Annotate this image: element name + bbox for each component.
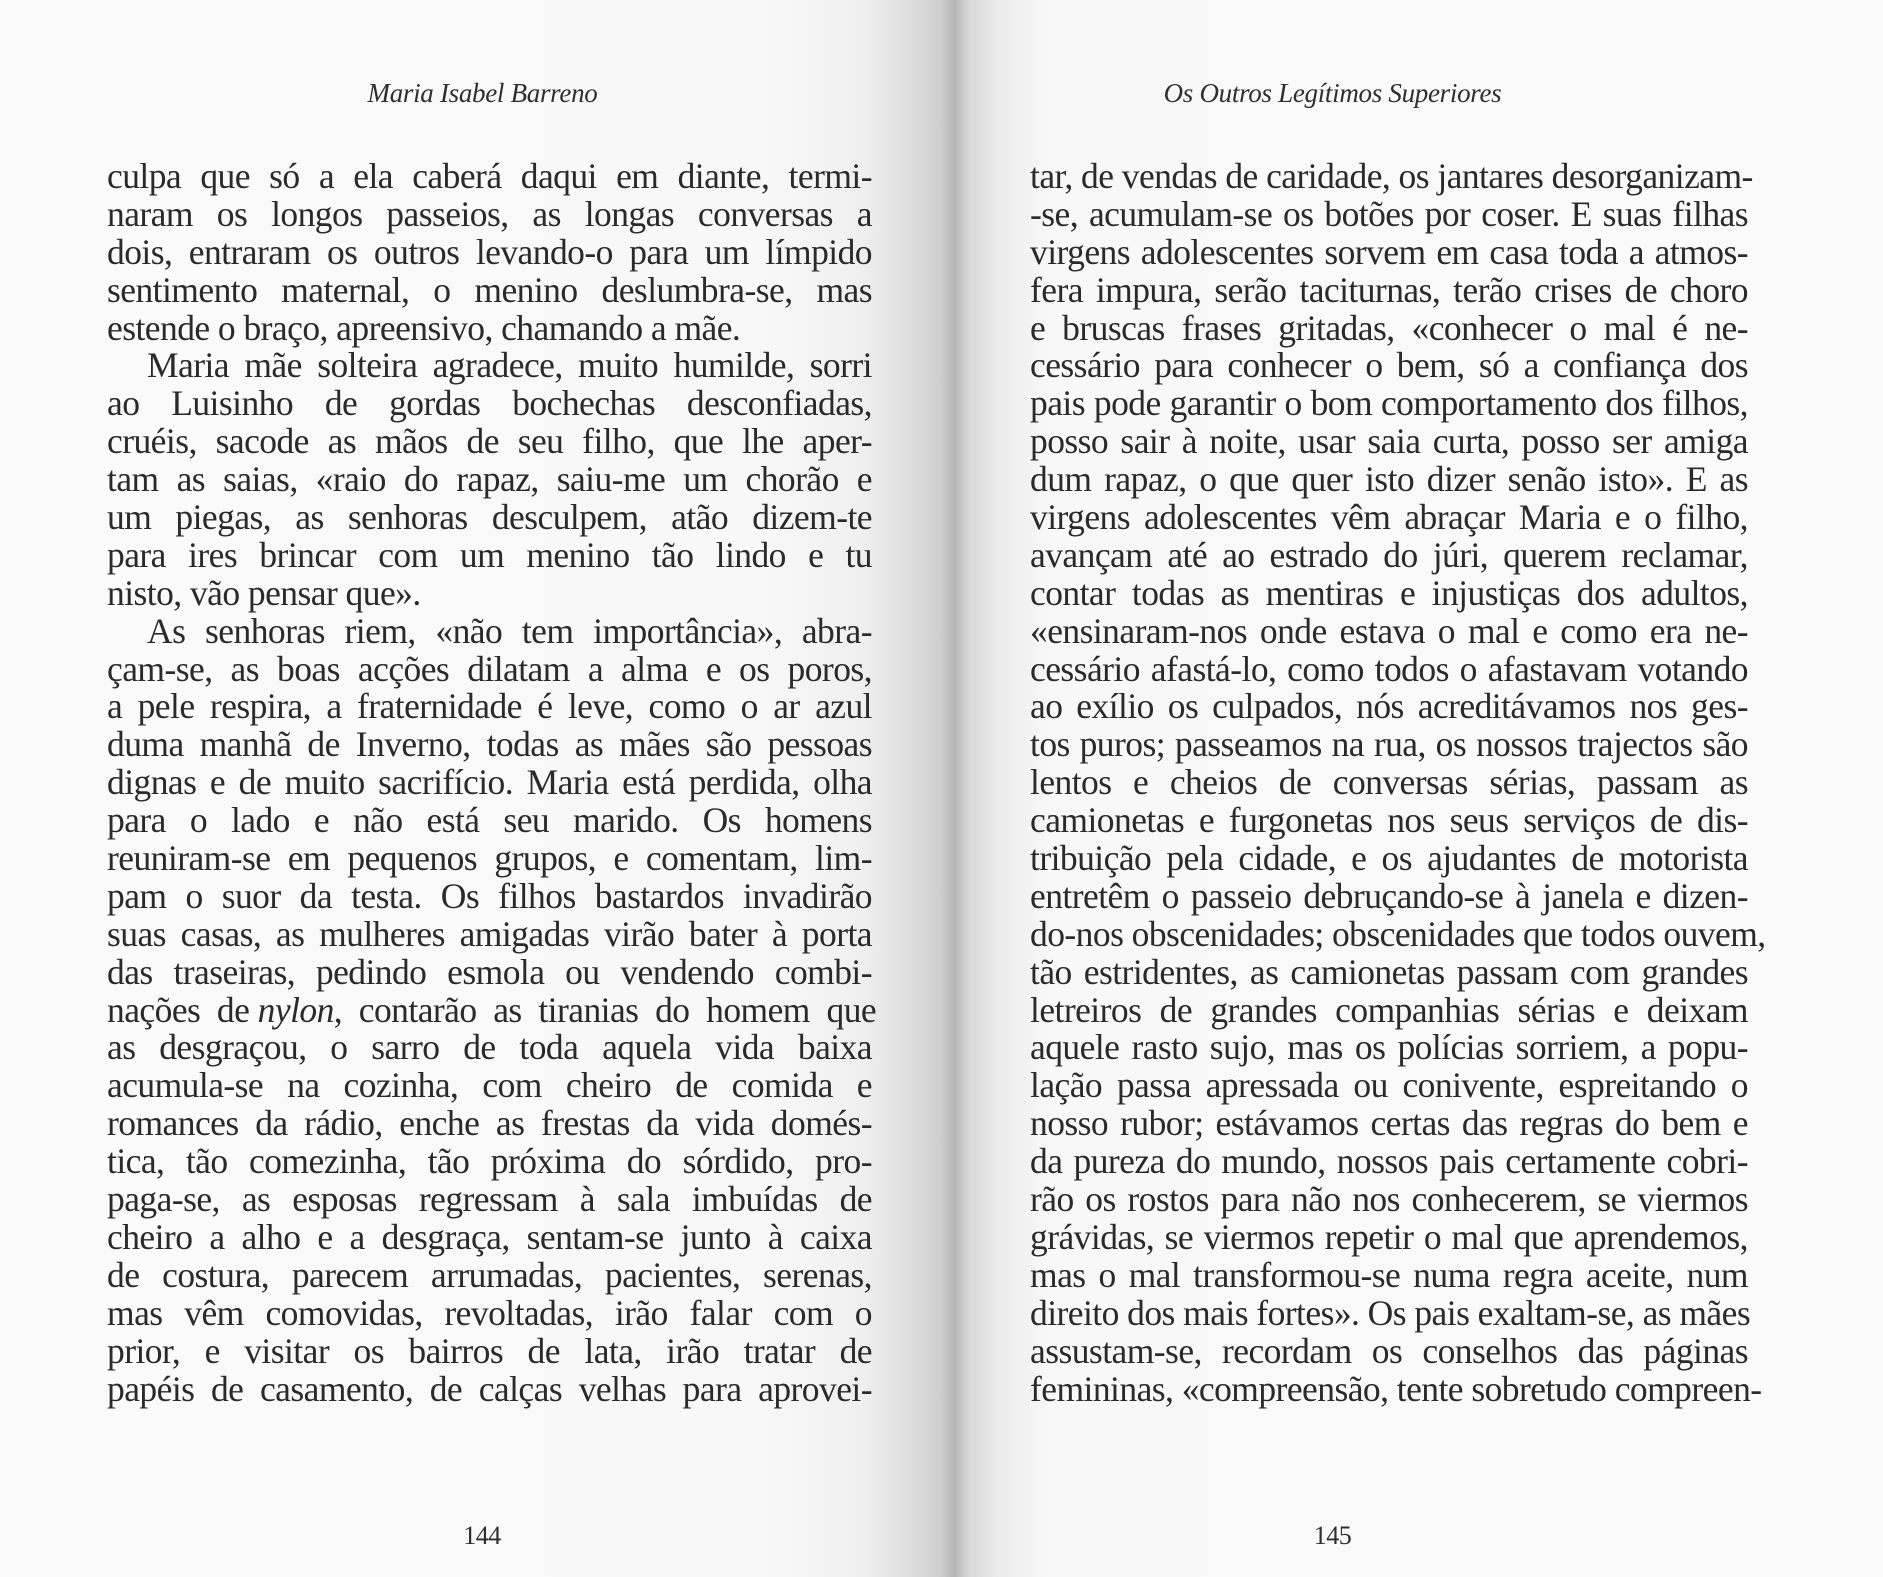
text-line: virgens adolescentes sorvem em casa toda a atmos- (1030, 231, 1748, 272)
text-line: lação passa apressada ou conivente, espreitando o (1030, 1065, 1748, 1106)
text-run: nações de (107, 989, 258, 1030)
text-line: fera impura, serão taciturnas, terão crises de choro (1030, 269, 1748, 310)
text-line: nisto, vão pensar que». (107, 572, 421, 613)
text-line: das traseiras, pedindo esmola ou vendendo combi- (107, 951, 872, 992)
text-line: tos puros; passeamos na rua, os nossos trajectos são (1030, 724, 1748, 765)
text-line: da pureza do mundo, nossos pais certamente cobri- (1030, 1141, 1748, 1182)
text-line: de costura, parecem arrumadas, pacientes, serenas, (107, 1254, 872, 1295)
text-line: femininas, «compreensão, tente sobretudo compreen- (1030, 1368, 1762, 1409)
text-line: grávidas, se viermos repetir o mal que aprendemos, (1030, 1216, 1748, 1257)
text-line: tribuição pela cidade, e os ajudantes de motorista (1030, 838, 1748, 879)
text-line: Maria mãe solteira agradece, muito humilde, sorri (147, 345, 872, 386)
text-line: estende o braço, apreensivo, chamando a mãe. (107, 307, 741, 348)
text-line: cheiro a alho e a desgraça, sentam-se junto à caixa (107, 1216, 872, 1257)
text-line: acumula-se na cozinha, com cheiro de comida e (107, 1065, 872, 1106)
text-line: ao Luisinho de gordas bochechas desconfiadas, (107, 383, 872, 424)
text-line: culpa que só a ela caberá daqui em diante, termi- (107, 156, 872, 196)
running-head-title: Os Outros Legítimos Superiores (1163, 78, 1502, 108)
text-line: tão estridentes, as camionetas passam com grandes (1030, 951, 1748, 992)
text-line: dignas e de muito sacrifício. Maria está perdida, olha (107, 762, 872, 803)
text-line: para o lado e não está seu marido. Os homens (107, 800, 872, 841)
right-page (960, 0, 1883, 1577)
body-text-left (107, 156, 877, 1409)
text-line: As senhoras riem, «não tem importância», abra- (147, 610, 872, 651)
text-line: pais pode garantir o bom comportamento dos filhos, (1030, 383, 1748, 424)
text-line: um piegas, as senhoras desculpem, atão dizem-te (107, 497, 872, 538)
text-line: cruéis, sacode as mãos de seu filho, que lhe aper- (107, 421, 872, 462)
text-line: aquele rasto sujo, mas os polícias sorriem, a popu- (1030, 1027, 1748, 1068)
text-line: assustam-se, recordam os conselhos das páginas (1030, 1330, 1748, 1371)
text-line: letreiros de grandes companhias sérias e deixam (1030, 989, 1748, 1030)
text-line: papéis de casamento, de calças velhas para aprovei- (107, 1368, 872, 1409)
text-line: -se, acumulam-se os botões por coser. E suas filhas (1030, 193, 1748, 234)
text-line: do-nos obscenidades; obscenidades que todos ouvem, (1030, 913, 1766, 954)
page-number-right: 145 (1313, 1521, 1352, 1550)
page-number-left: 144 (463, 1521, 501, 1550)
text-line: reuniram-se em pequenos grupos, e comentam, lim- (107, 838, 872, 879)
text-line: cessário para conhecer o bem, só a confiança dos (1030, 345, 1748, 386)
text-line: romances da rádio, enche as frestas da vida domés- (107, 1103, 872, 1144)
text-line: entretêm o passeio debruçando-se à janela e dizen- (1030, 875, 1748, 916)
text-line: direito dos mais fortes». Os pais exaltam-se, as mães (1030, 1292, 1751, 1333)
text-line: cessário afastá-lo, como todos o afastavam votando (1030, 648, 1748, 689)
text-line: paga-se, as esposas regressam à sala imbuídas de (107, 1179, 872, 1220)
text-line: sentimento maternal, o menino deslumbra-se, mas (107, 269, 872, 310)
text-line: «ensinaram-nos onde estava o mal e como era ne- (1030, 610, 1748, 651)
running-head-author: Maria Isabel Barreno (367, 78, 598, 108)
text-line: para ires brincar com um menino tão lindo e tu (107, 534, 872, 575)
text-line: prior, e visitar os bairros de lata, irão tratar de (107, 1330, 872, 1371)
text-line: duma manhã de Inverno, todas as mães são pessoas (107, 724, 872, 765)
text-line: contar todas as mentiras e injustiças dos adultos, (1030, 572, 1748, 613)
text-line (107, 989, 877, 1030)
text-line: tar, de vendas de caridade, os jantares desorganizam- (1030, 156, 1753, 196)
text-line: dois, entraram os outros levando-o para um límpido (107, 231, 872, 272)
text-line: posso sair à noite, usar saia curta, posso ser amiga (1030, 421, 1748, 462)
body-text-right (1030, 156, 1766, 1409)
text-line: avançam até ao estrado do júri, querem reclamar, (1030, 534, 1748, 575)
text-line: mas o mal transformou-se numa regra aceite, num (1030, 1254, 1748, 1295)
text-run: , contarão as tiranias do homem que (333, 989, 877, 1030)
text-line: pam o suor da testa. Os filhos bastardos invadirão (107, 875, 872, 916)
text-line: nosso rubor; estávamos certas das regras do bem e (1030, 1103, 1748, 1144)
text-line: tica, tão comezinha, tão próxima do sórdido, pro- (107, 1141, 872, 1182)
text-line: naram os longos passeios, as longas conversas a (107, 193, 872, 234)
text-line: as desgraçou, o sarro de toda aquela vida baixa (107, 1027, 872, 1068)
text-line: suas casas, as mulheres amigadas virão bater à porta (107, 913, 872, 954)
text-line: rão os rostos para não nos conhecerem, se viermos (1030, 1179, 1748, 1220)
text-line: camionetas e furgonetas nos seus serviços de dis- (1030, 800, 1748, 841)
text-line: virgens adolescentes vêm abraçar Maria e o filho, (1030, 497, 1748, 538)
text-line: dum rapaz, o que quer isto dizer senão isto». E as (1030, 459, 1748, 500)
text-line: çam-se, as boas acções dilatam a alma e os poros, (107, 648, 872, 689)
text-line: ao exílio os culpados, nós acreditávamos nos ges- (1030, 686, 1748, 727)
text-line: a pele respira, a fraternidade é leve, como o ar azul (107, 686, 872, 727)
text-line: tam as saias, «raio do rapaz, saiu-me um chorão e (107, 459, 872, 500)
text-line: e bruscas frases gritadas, «conhecer o mal é ne- (1030, 307, 1748, 348)
text-line: mas vêm comovidas, revoltadas, irão falar com o (107, 1292, 872, 1333)
text-line: lentos e cheios de conversas sérias, passam as (1030, 762, 1748, 803)
italic-word: nylon (257, 989, 334, 1030)
